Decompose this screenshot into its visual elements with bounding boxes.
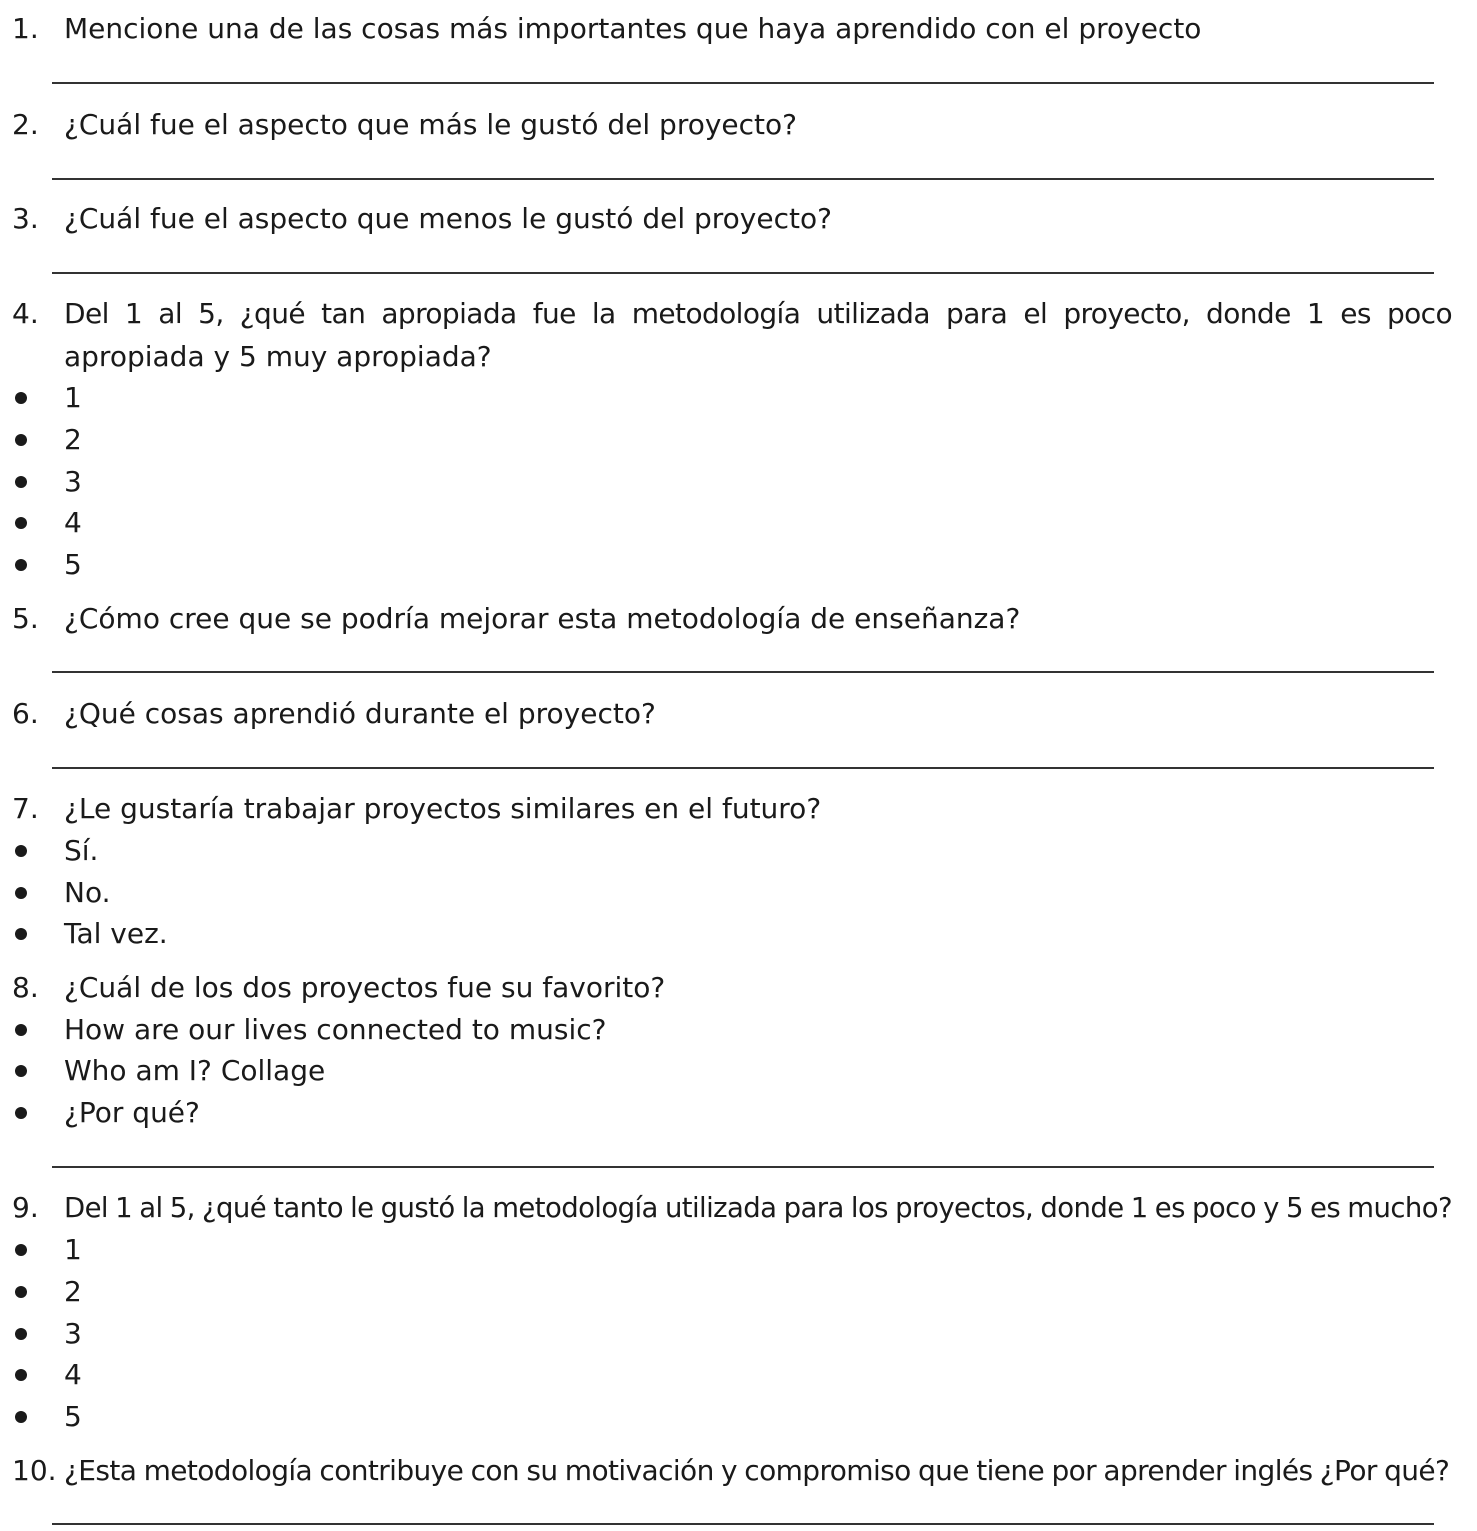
option-label: 5 bbox=[64, 1400, 82, 1433]
question-number: 7. bbox=[12, 792, 39, 825]
bullet-icon bbox=[15, 1411, 27, 1423]
answer-line[interactable] bbox=[52, 767, 1434, 769]
option-label: Sí. bbox=[64, 834, 99, 867]
question-number: 2. bbox=[12, 108, 39, 141]
bullet-icon bbox=[15, 476, 27, 488]
option-label: 1 bbox=[64, 381, 82, 414]
question-text: ¿Qué cosas aprendió durante el proyecto? bbox=[64, 697, 656, 730]
question-number: 8. bbox=[12, 971, 39, 1004]
question-number: 9. bbox=[12, 1191, 39, 1224]
option-label: 4 bbox=[64, 1358, 82, 1391]
question-text: ¿Esta metodología contribuye con su motivación y compromiso que tiene por aprender inglés ¿Por qué? bbox=[64, 1454, 1450, 1487]
question-number: 4. bbox=[12, 297, 39, 330]
bullet-icon bbox=[15, 1286, 27, 1298]
bullet-icon bbox=[15, 434, 27, 446]
question-text: ¿Le gustaría trabajar proyectos similares en el futuro? bbox=[64, 792, 822, 825]
bullet-icon bbox=[15, 392, 27, 404]
answer-line[interactable] bbox=[52, 671, 1434, 673]
bullet-icon bbox=[15, 1065, 27, 1077]
bullet-icon bbox=[15, 1244, 27, 1256]
option-label: ¿Por qué? bbox=[64, 1096, 200, 1129]
question-number: 1. bbox=[12, 12, 39, 45]
answer-line[interactable] bbox=[52, 1523, 1434, 1525]
bullet-icon bbox=[15, 517, 27, 529]
question-text: Mencione una de las cosas más importantes que haya aprendido con el proyecto bbox=[64, 12, 1202, 45]
bullet-icon bbox=[15, 928, 27, 940]
question-text: ¿Cuál fue el aspecto que más le gustó del proyecto? bbox=[64, 108, 798, 141]
option-label: 4 bbox=[64, 506, 82, 539]
option-label: 3 bbox=[64, 465, 82, 498]
answer-line[interactable] bbox=[52, 1166, 1434, 1168]
question-text: Del 1 al 5, ¿qué tanto le gustó la metodología utilizada para los proyectos, donde 1 es poco y 5 es mucho? bbox=[64, 1191, 1452, 1224]
answer-line[interactable] bbox=[52, 82, 1434, 84]
bullet-icon bbox=[15, 1024, 27, 1036]
question-text: ¿Cuál fue el aspecto que menos le gustó del proyecto? bbox=[64, 202, 832, 235]
option-label: 2 bbox=[64, 1275, 82, 1308]
question-number: 3. bbox=[12, 202, 39, 235]
option-label: Who am I? Collage bbox=[64, 1054, 326, 1087]
bullet-icon bbox=[15, 559, 27, 571]
option-label: Tal vez. bbox=[64, 917, 168, 950]
bullet-icon bbox=[15, 887, 27, 899]
bullet-icon bbox=[15, 1328, 27, 1340]
option-label: 3 bbox=[64, 1317, 82, 1350]
question-text: Del 1 al 5, ¿qué tan apropiada fue la metodología utilizada para el proyecto, donde 1 es poco bbox=[64, 297, 1452, 330]
option-label: No. bbox=[64, 876, 111, 909]
question-number: 10. bbox=[12, 1454, 57, 1487]
option-label: How are our lives connected to music? bbox=[64, 1013, 607, 1046]
question-text: apropiada y 5 muy apropiada? bbox=[64, 340, 492, 373]
bullet-icon bbox=[15, 1369, 27, 1381]
option-label: 1 bbox=[64, 1233, 82, 1266]
question-text: ¿Cuál de los dos proyectos fue su favorito? bbox=[64, 971, 666, 1004]
bullet-icon bbox=[15, 1107, 27, 1119]
option-label: 5 bbox=[64, 548, 82, 581]
bullet-icon bbox=[15, 845, 27, 857]
option-label: 2 bbox=[64, 423, 82, 456]
answer-line[interactable] bbox=[52, 178, 1434, 180]
question-text: ¿Cómo cree que se podría mejorar esta metodología de enseñanza? bbox=[64, 602, 1021, 635]
question-number: 5. bbox=[12, 602, 39, 635]
question-number: 6. bbox=[12, 697, 39, 730]
answer-line[interactable] bbox=[52, 272, 1434, 274]
